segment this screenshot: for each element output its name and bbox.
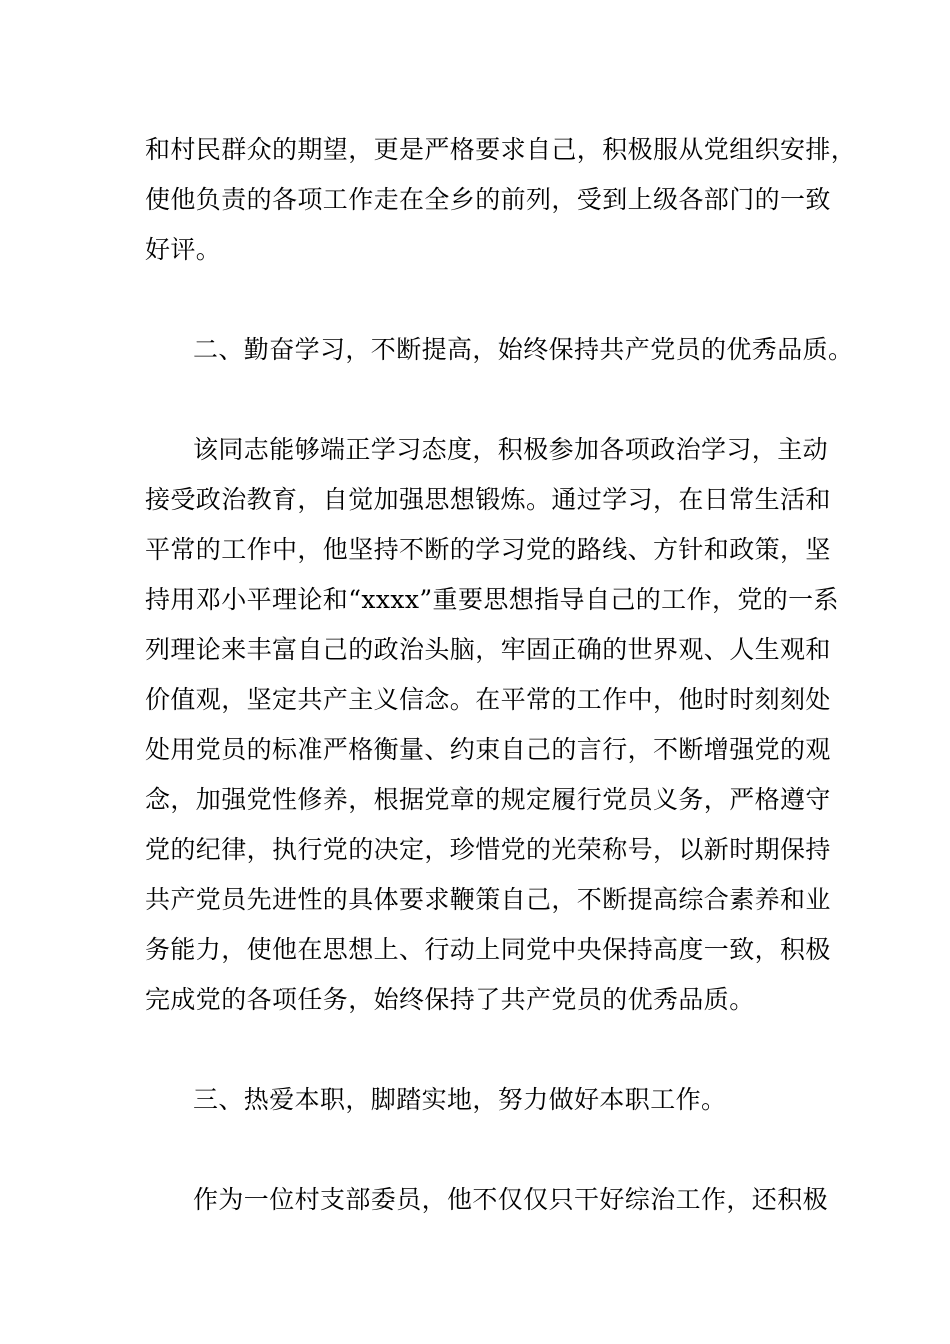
paragraph-2-line-4: 持用邓小平理论和“xxxx”重要思想指导自己的工作，党的一系: [145, 585, 839, 614]
paragraph-2-line-12: 完成党的各项任务，始终保持了共产党员的优秀品质。: [145, 985, 755, 1014]
paragraph-2-line-5: 列理论来丰富自己的政治头脑，牢固正确的世界观、人生观和: [145, 635, 831, 664]
paragraph-2-line-9: 党的纪律，执行党的决定，珍惜党的光荣称号，以新时期保持: [145, 835, 831, 864]
paragraph-2-line-6: 价值观，坚定共产主义信念。在平常的工作中，他时时刻刻处: [145, 685, 831, 714]
paragraph-3-line-1: 作为一位村支部委员，他不仅仅只干好综治工作，还积极: [193, 1185, 829, 1214]
paragraph-1-line-1: 和村民群众的期望，更是严格要求自己，积极服从党组织安排，: [145, 135, 857, 164]
section-heading-2: 二、勤奋学习，不断提高，始终保持共产党员的优秀品质。: [193, 335, 854, 364]
paragraph-2-line-1: 该同志能够端正学习态度，积极参加各项政治学习，主动: [193, 435, 829, 464]
paragraph-2-line-2: 接受政治教育，自觉加强思想锻炼。通过学习，在日常生活和: [145, 485, 831, 514]
paragraph-2-line-11: 务能力，使他在思想上、行动上同党中央保持高度一致，积极: [145, 935, 831, 964]
paragraph-1-line-2: 使他负责的各项工作走在全乡的前列，受到上级各部门的一致: [145, 185, 831, 214]
paragraph-2-line-7: 处用党员的标准严格衡量、约束自己的言行，不断增强党的观: [145, 735, 831, 764]
paragraph-2-line-3: 平常的工作中，他坚持不断的学习党的路线、方针和政策，坚: [145, 535, 831, 564]
paragraph-1-line-3: 好评。: [145, 235, 222, 264]
paragraph-2-line-10: 共产党员先进性的具体要求鞭策自己，不断提高综合素养和业: [145, 885, 831, 914]
section-heading-3: 三、热爱本职，脚踏实地，努力做好本职工作。: [193, 1085, 727, 1114]
paragraph-2-line-8: 念，加强党性修养，根据党章的规定履行党员义务，严格遵守: [145, 785, 831, 814]
